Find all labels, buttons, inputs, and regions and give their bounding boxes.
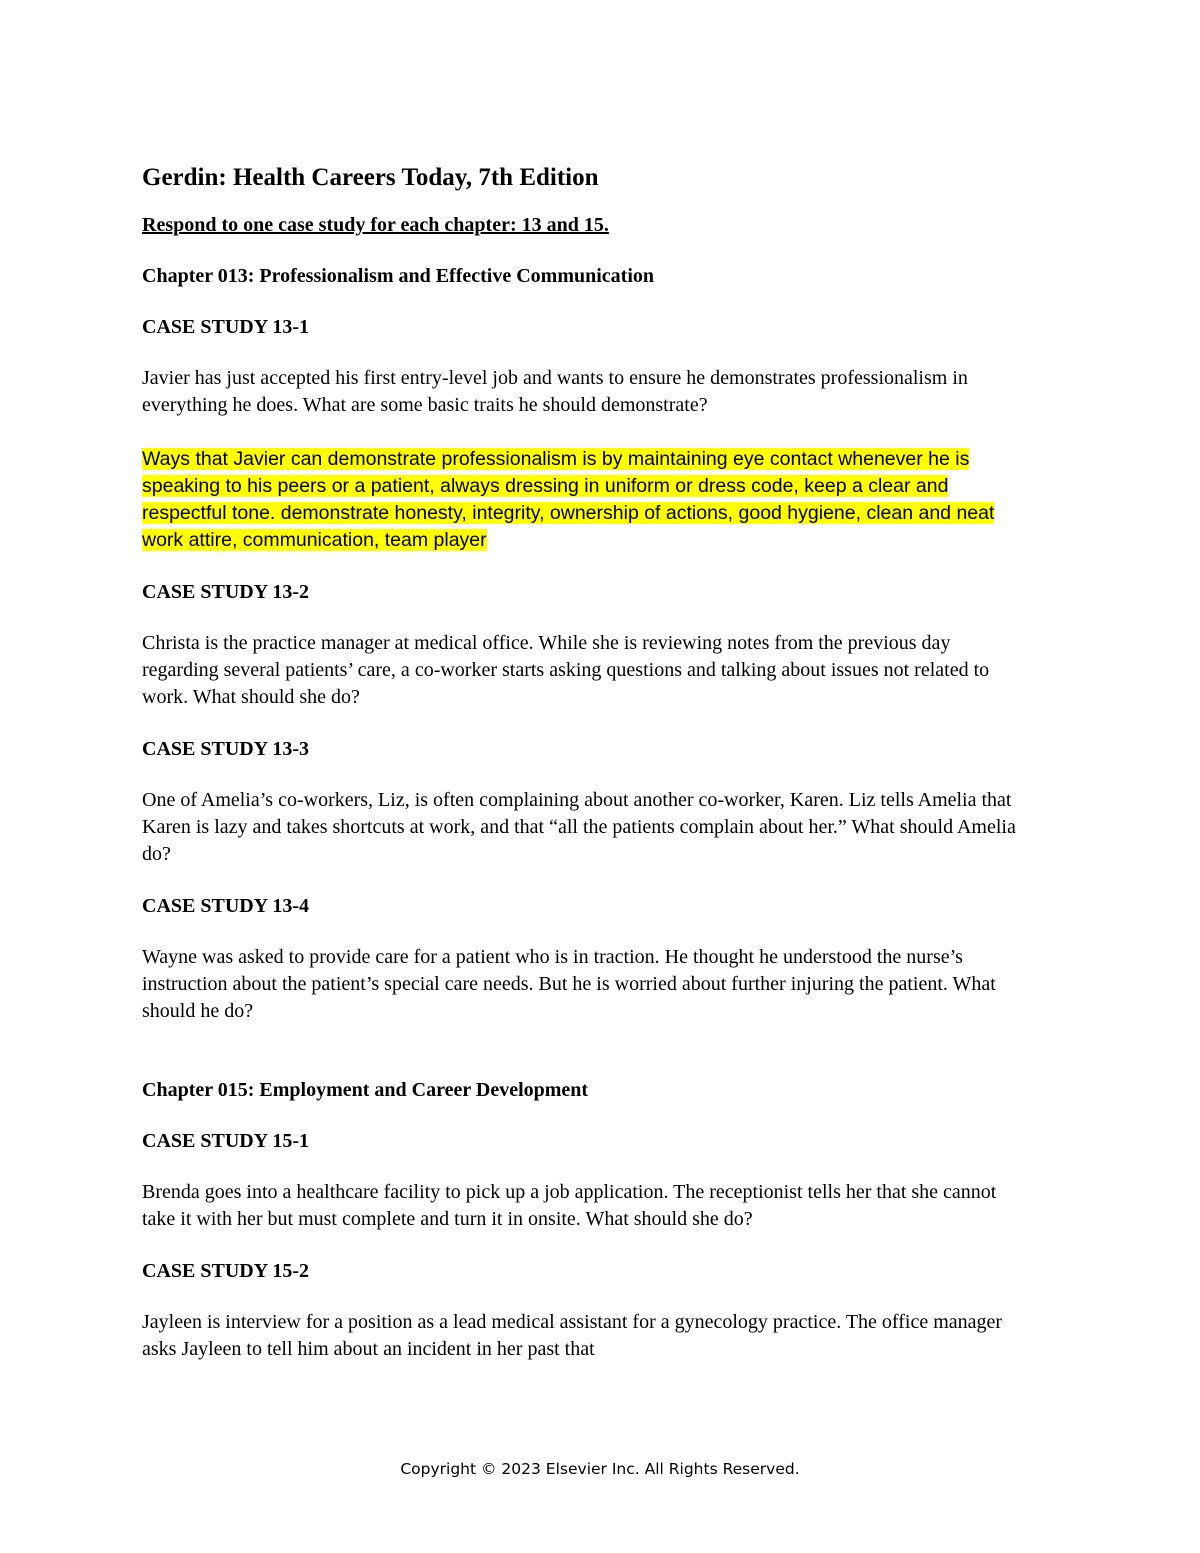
case-study-13-3-heading: CASE STUDY 13-3 bbox=[142, 738, 310, 760]
case-study-13-4-text: Wayne was asked to provide care for a patient who is in traction. He thought he understood the nurse’s instruction about the patient’s special care needs. But he is worried about further injuring the patient. What should he do? bbox=[142, 946, 996, 1022]
case-study-13-1-answer bbox=[142, 446, 1022, 554]
highlighted-answer: Ways that Javier can demonstrate professionalism is by maintaining eye contact whenever he is speaking to his peers or a patient, always dressing in uniform or dress code, keep a clear and respectful tone. demonstrate honesty, integrity, ownership of actions, good hygiene, clean and neat work attire, communication, team player bbox=[142, 448, 995, 551]
case-study-15-2-heading: CASE STUDY 15-2 bbox=[142, 1260, 310, 1282]
case-study-13-4-heading: CASE STUDY 13-4 bbox=[142, 895, 310, 917]
case-study-15-1-text: Brenda goes into a healthcare facility to pick up a job application. The receptionist tells her that she cannot take it with her but must complete and turn it in onsite. What should she do? bbox=[142, 1181, 997, 1230]
case-study-13-3-text: One of Amelia’s co-workers, Liz, is often complaining about another co-worker, Karen. Liz tells Amelia that Karen is lazy and takes shortcuts at work, and that “all the patients complain about her.” What should Amelia do? bbox=[142, 789, 1016, 865]
case-study-13-2-heading: CASE STUDY 13-2 bbox=[142, 581, 310, 603]
case-study-13-1-heading: CASE STUDY 13-1 bbox=[142, 316, 310, 338]
chapter-13-heading: Chapter 013: Professionalism and Effective Communication bbox=[142, 265, 655, 287]
document-page bbox=[142, 160, 1022, 1363]
instruction-text: Respond to one case study for each chapter: 13 and 15. bbox=[142, 214, 609, 236]
case-study-15-2-text: Jayleen is interview for a position as a lead medical assistant for a gynecology practice. The office manager asks Jayleen to tell him about an incident in her past that bbox=[142, 1311, 1003, 1360]
case-study-15-1-heading: CASE STUDY 15-1 bbox=[142, 1130, 310, 1152]
chapter-15-heading: Chapter 015: Employment and Career Development bbox=[142, 1079, 589, 1101]
document-title: Gerdin: Health Careers Today, 7th Edition bbox=[142, 164, 599, 191]
case-study-13-2-text: Christa is the practice manager at medical office. While she is reviewing notes from the previous day regarding several patients’ care, a co-worker starts asking questions and talking about issues not related to work. What should she do? bbox=[142, 632, 990, 708]
copyright-footer: Copyright © 2023 Elsevier Inc. All Rights Reserved. bbox=[400, 1460, 800, 1478]
case-study-13-1-text: Javier has just accepted his first entry-level job and wants to ensure he demonstrates professionalism in everything he does. What are some basic traits he should demonstrate? bbox=[142, 367, 968, 416]
